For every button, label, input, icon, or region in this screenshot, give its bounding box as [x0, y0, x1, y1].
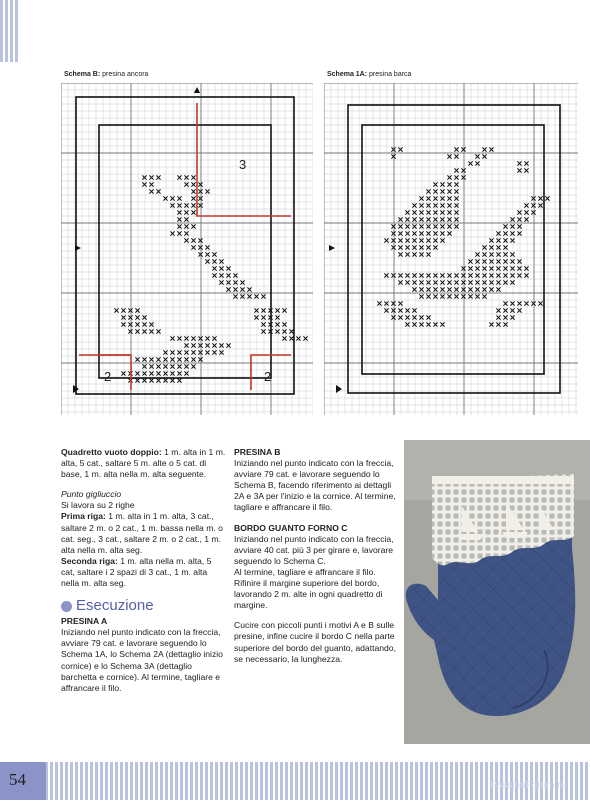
schema-b-label-2-right: 2: [264, 369, 272, 384]
bordo-text-1: Iniziando nel punto indicato con la freccia, avviare 40 cat. più 3 per girare e, lavorare seguendo lo Schema C.: [234, 533, 394, 566]
schema-b-label-3: 3: [239, 157, 247, 172]
schema-1a-start-arrow: [336, 385, 342, 393]
schema-1a-chart: [324, 83, 578, 415]
oven-mitt-photo: [404, 440, 590, 744]
schema-b-label-2-left: 2: [104, 369, 112, 384]
schema-1a-side-arrow: [329, 245, 335, 251]
presina-a-text: Iniziando nel punto indicato con la freccia, avviare 79 cat. e lavorare seguendo lo Schema 1A, lo Schema 2A (dettaglio inizio cornice) e lo Schema 3A (dettaglio barchetta e cornice). Al termine, tagliare e affrancare il filo.: [61, 627, 223, 693]
bordo-title: BORDO GUANTO FORNO C: [234, 522, 348, 533]
page-number: 54: [9, 770, 26, 789]
watermark: PassionForum.ru: [490, 780, 567, 791]
final-text: Cucire con piccoli punti i motivi A e B sulle presine, infine cucire il bordo C nella parte superiore del bordo del guanto, adattando, se necessario, la lunghezza.: [234, 620, 396, 664]
instructions-column-1: [61, 447, 226, 694]
schema-b-side-arrow: [75, 245, 81, 251]
schema-b-title: Schema B: presina ancora: [64, 71, 149, 78]
presina-b-text: Iniziando nel punto indicato con la freccia, avviare 79 cat. e lavorare seguendo lo Schema B, facendo riferimento ai dettagli 2A e 3A per l'inizio e la cornice. Al termine, tagliare e affrancare il filo.: [234, 458, 396, 513]
bordo-text-2: Al termine, tagliare e affrancare il filo.: [234, 566, 376, 577]
quadretto-paragraph: Quadretto vuoto doppio: 1 m. alta in 1 m. alta, 5 cat., saltare 5 m. alte o 5 cat. di base, 1 m. alta nella m. alta seguente.: [61, 447, 226, 480]
schema-1a-title: Schema 1A: presina barca: [327, 71, 412, 78]
presina-a-title: PRESINA A: [61, 616, 108, 627]
header-bar: [20, 0, 590, 62]
section-heading: Esecuzione: [61, 598, 226, 614]
bullet-dot-icon: [61, 601, 72, 612]
bordo-text-3: Rifinire il margine superiore del bordo, lavorando 2 m. alte in ogni quadretto di margine.: [234, 578, 383, 611]
schema-b-chart: [61, 83, 313, 415]
instructions-column-2: [234, 447, 399, 665]
gigliuccio-paragraph: Punto gigliuccio Si lavora su 2 righe Prima riga: 1 m. alta in 1 m. alta, 3 cat., saltare 2 m. o 2 cat., 1 m. bassa nella m. o cat. seg., 3 cat., saltare 2 m. o 2 cat., 1 m. alta nella m. alta seg. Seconda riga: 1 m. alta nella m. alta, 5 cat, saltare i 2 spazi di 3 cat., 1 m. alta nella m. alta seg.: [61, 489, 223, 589]
presina-b-title: PRESINA B: [234, 447, 281, 457]
